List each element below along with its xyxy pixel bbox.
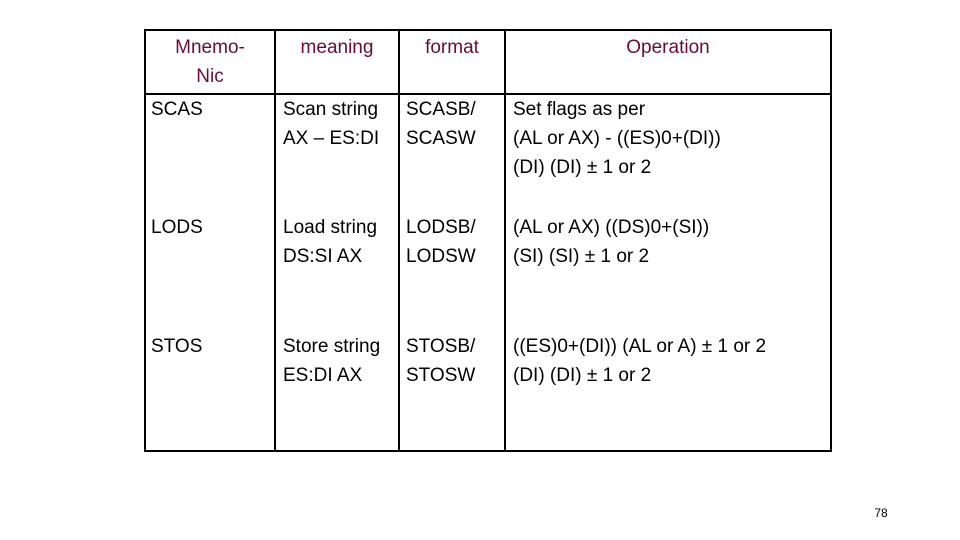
format-line: STOSB/ <box>406 336 476 357</box>
mnemonic-cell <box>145 332 275 451</box>
format-line: LODSB/ <box>406 217 476 238</box>
format-line: STOSW <box>406 365 476 386</box>
format-cell <box>399 332 505 451</box>
page-number: 78 <box>874 506 888 520</box>
mnemonic-cell <box>145 94 275 213</box>
meaning-line: DS:SI AX <box>283 246 363 267</box>
operation-line: (AL or AX) ((DS)0+(SI)) <box>513 217 710 238</box>
meaning-line: AX – ES:DI <box>283 128 380 149</box>
table-row <box>145 332 831 451</box>
operation-line: (DI) (DI) ± 1 or 2 <box>513 157 652 178</box>
header-row <box>145 30 831 94</box>
mnemonic-text: STOS <box>151 336 203 357</box>
table-header <box>145 30 831 94</box>
meaning-cell <box>275 213 399 332</box>
meaning-cell <box>275 94 399 213</box>
header-meaning <box>275 30 399 94</box>
operation-cell <box>505 213 831 332</box>
operation-line: (AL or AX) - ((ES)0+(DI)) <box>513 128 721 149</box>
format-line: SCASW <box>406 128 476 149</box>
operation-cell <box>505 332 831 451</box>
meaning-line: Store string <box>283 336 381 357</box>
header-mnemonic <box>145 30 275 94</box>
table-row <box>145 94 831 213</box>
format-line: SCASB/ <box>406 99 476 120</box>
table-row <box>145 213 831 332</box>
header-operation <box>505 30 831 94</box>
meaning-cell <box>275 332 399 451</box>
meaning-line: ES:DI AX <box>283 365 363 386</box>
header-mnemonic-line-2: Nic <box>196 66 224 87</box>
header-mnemonic-line-1: Mnemo- <box>175 37 245 58</box>
format-line: LODSW <box>406 246 476 267</box>
operation-line: ((ES)0+(DI)) (AL or A) ± 1 or 2 <box>513 336 767 357</box>
operation-line: (SI) (SI) ± 1 or 2 <box>513 246 650 267</box>
header-meaning-label: meaning <box>300 37 374 58</box>
operation-line: (DI) (DI) ± 1 or 2 <box>513 365 652 386</box>
mnemonic-cell <box>145 213 275 332</box>
operation-line: Set flags as per <box>513 99 646 120</box>
header-operation-label: Operation <box>626 37 710 58</box>
mnemonic-text: LODS <box>151 217 203 238</box>
meaning-line: Scan string <box>283 99 379 120</box>
header-format <box>399 30 505 94</box>
meaning-line: Load string <box>283 217 378 238</box>
header-format-label: format <box>425 37 479 58</box>
format-cell <box>399 213 505 332</box>
operation-cell <box>505 94 831 213</box>
mnemonic-text: SCAS <box>151 99 203 120</box>
format-cell <box>399 94 505 213</box>
string-instruction-table <box>144 29 832 452</box>
